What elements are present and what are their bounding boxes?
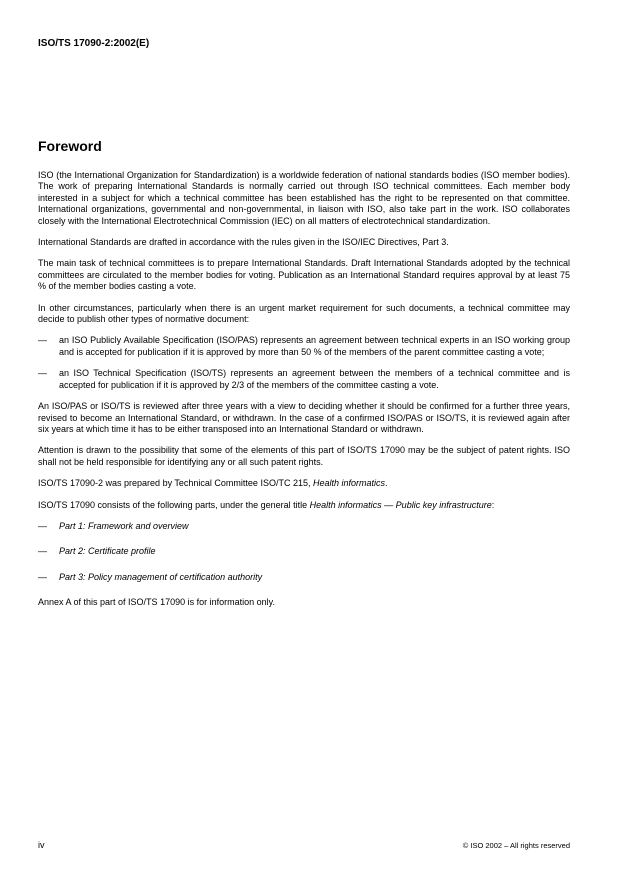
part-title: Part 1: Framework and overview	[59, 520, 189, 531]
part-title: Part 3: Policy management of certification authority	[59, 571, 263, 582]
paragraph: An ISO/PAS or ISO/TS is reviewed after three years with a view to deciding whether it should be confirmed for a further three years, revised to become an International Standard, or withdrawn. In the case of a confirmed ISO/PAS or ISO/TS, it is reviewed again after six years at which time it has to be either transposed into an International Standard or withdrawn.	[38, 401, 570, 434]
list-item	[38, 546, 570, 557]
page-title: Foreword	[38, 138, 102, 154]
text-run: ISO/TS 17090 consists of the following parts, under the general title	[38, 499, 310, 510]
paragraph: International Standards are drafted in accordance with the rules given in the ISO/IEC Directives, Part 3.	[38, 237, 449, 248]
list-dash: —	[38, 520, 47, 531]
text-run: ISO/TS 17090-2 was prepared by Technical Committee ISO/TC 215,	[38, 478, 313, 489]
paragraph: ISO (the International Organization for Standardization) is a worldwide federation of national standards bodies (ISO member bodies). The work of preparing International Standards is normally carried out through ISO technical committees. Each member body interested in a subject for which a technical committee has been established has the right to be represented on that committee. International organizations, governmental and non-governmental, in liaison with ISO, also take part in the work. ISO collaborates closely with the International Electrotechnical Commission (IEC) on all matters of electrotechnical standardization.	[38, 170, 570, 226]
committee-title: Health informatics	[312, 478, 385, 489]
list-item	[38, 521, 570, 532]
list-dash: —	[38, 546, 47, 557]
list-item-text: an ISO Publicly Available Specification (ISO/PAS) represents an agreement between technical experts in an ISO working group and is accepted for publication if it is approved by more than 50 % of the members of the parent committee casting a vote;	[59, 335, 570, 357]
page-number: iv	[38, 840, 45, 850]
list-dash: —	[38, 571, 47, 582]
list-item	[38, 335, 570, 358]
foreword-body	[38, 170, 570, 619]
paragraph	[38, 478, 570, 489]
paragraph: Attention is drawn to the possibility that some of the elements of this part of ISO/TS 17090 may be the subject of patent rights. ISO shall not be held responsible for identifying any or all such patent rights.	[38, 445, 570, 467]
paragraph	[38, 500, 570, 511]
list-dash: —	[38, 335, 47, 346]
paragraph: In other circumstances, particularly when there is an urgent market requirement for such documents, a technical committee may decide to publish other types of normative document:	[38, 302, 570, 325]
list-item	[38, 572, 570, 583]
copyright-notice: © ISO 2002 – All rights reserved	[462, 841, 570, 850]
paragraph: Annex A of this part of ISO/TS 17090 is for information only.	[38, 597, 275, 608]
list-item	[38, 368, 570, 391]
text-run: .	[385, 478, 388, 489]
document-code: ISO/TS 17090-2:2002(E)	[38, 38, 150, 49]
general-title: Health informatics — Public key infrastructure	[309, 499, 492, 510]
list-dash: —	[38, 368, 47, 379]
text-run: :	[491, 499, 495, 510]
list-item-text: an ISO Technical Specification (ISO/TS) represents an agreement between the members of a technical committee and is accepted for publication if it is approved by 2/3 of the members of the committee casting a vote.	[59, 368, 570, 390]
part-title: Part 2: Certificate profile	[59, 546, 156, 557]
paragraph: The main task of technical committees is to prepare International Standards. Draft International Standards adopted by the technical committees are circulated to the member bodies for voting. Publication as an International Standard requires approval by at least 75 % of the member bodies casting a vote.	[38, 258, 570, 292]
